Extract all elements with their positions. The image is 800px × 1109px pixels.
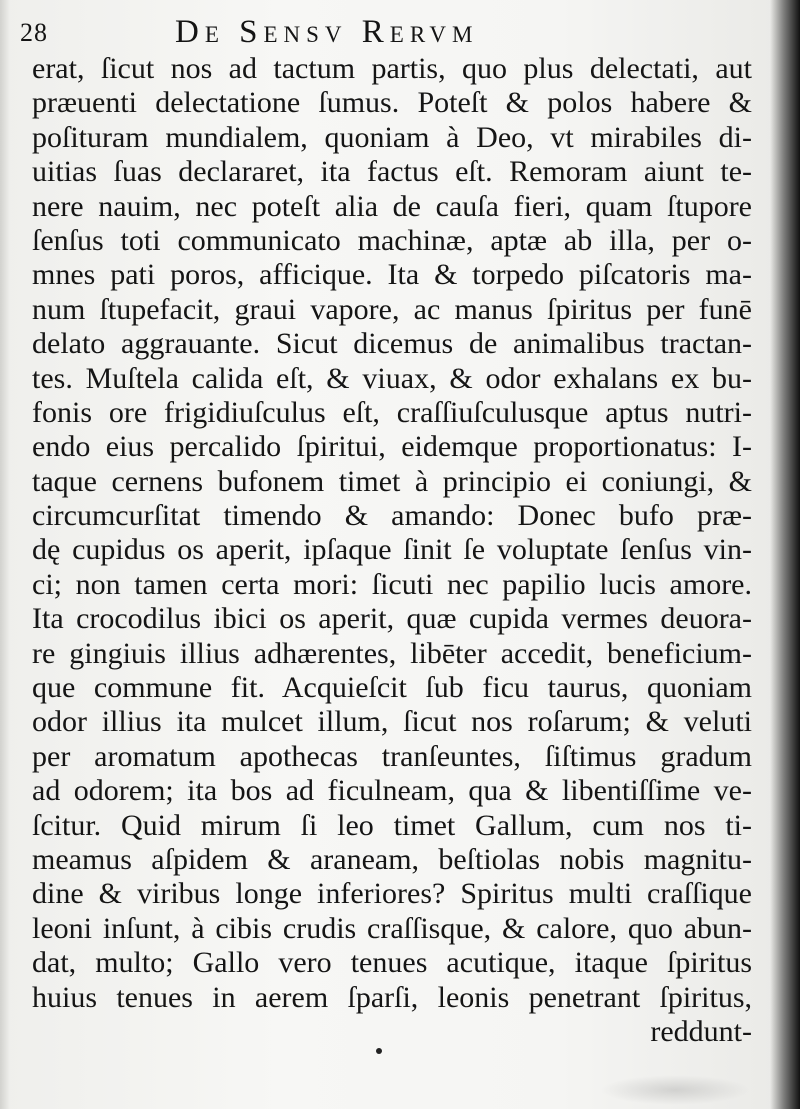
catchword: reddunt-	[650, 1014, 752, 1048]
body-text	[32, 52, 752, 1049]
text-line: ad odorem; ita bos ad ficulneam, qua & libentiſſime ve-	[32, 774, 752, 808]
text-line: mnes pati poros, afficique. Ita & torpedo piſcatoris ma-	[32, 258, 752, 292]
text-line: nere nauim, nec poteſt alia de cauſa fieri, quam ſtupore	[32, 189, 752, 223]
text-line: uitias ſuas declararet, ita factus eſt. Remoram aiunt te-	[32, 155, 752, 189]
ink-speck	[376, 1048, 382, 1054]
text-line: odor illius ita mulcet illum, ſicut nos roſarum; & veluti	[32, 705, 752, 739]
page-right-edge-shadow	[770, 0, 800, 1109]
text-line: Ita crocodilus ibici os aperit, quæ cupida vermes deuora-	[32, 602, 752, 636]
text-line: circumcurſitat timendo & amando: Donec bufo præ-	[32, 499, 752, 533]
text-line: taque cernens bufonem timet à principio ei coniungi, &	[32, 464, 752, 498]
text-line: endo eius percalido ſpiritui, eidemque proportionatus: I-	[32, 430, 752, 464]
page-number: 28	[20, 18, 48, 47]
text-line: leoni inſunt, à cibis crudis craſſisque, & calore, quo abun-	[32, 911, 752, 945]
text-line: fonis ore frigidiuſculus eſt, craſſiuſculusque aptus nutri-	[32, 395, 752, 429]
text-line: dat, multo; Gallo vero tenues acutique, itaque ſpiritus	[32, 946, 752, 980]
bleed-through-smudge	[600, 1075, 750, 1105]
text-line: præuenti delectatione ſumus. Poteſt & polos habere &	[32, 86, 752, 120]
running-head: De Sensv Rervm	[175, 14, 479, 50]
text-line: num ſtupefacit, graui vapore, ac manus ſpiritus per funē	[32, 292, 752, 326]
text-line: per aromatum apothecas tranſeuntes, ſiſtimus gradum	[32, 739, 752, 773]
text-line: ſcitur. Quid mirum ſi leo timet Gallum, cum nos ti-	[32, 808, 752, 842]
page-header	[20, 8, 740, 52]
text-line: delato aggrauante. Sicut dicemus de animalibus tractan-	[32, 327, 752, 361]
text-line: erat, ſicut nos ad tactum partis, quo plus delectati, aut	[32, 52, 752, 85]
text-line: que commune fit. Acquieſcit ſub ficu taurus, quoniam	[32, 671, 752, 705]
text-line: huius tenues in aerem ſparſi, leonis penetrant ſpiritus,	[32, 980, 752, 1014]
text-line: ſenſus toti communicato machinæ, aptæ ab illa, per o-	[32, 223, 752, 257]
page-left-edge-shadow	[0, 0, 10, 1109]
text-line: dine & viribus longe inferiores? Spiritus multi craſſique	[32, 877, 752, 911]
text-line: re gingiuis illius adhærentes, libēter accedit, beneficium-	[32, 636, 752, 670]
text-line: poſituram mundialem, quoniam à Deo, vt mirabiles di-	[32, 120, 752, 154]
text-line: dę cupidus os aperit, ipſaque ſinit ſe voluptate ſenſus vin-	[32, 533, 752, 567]
text-line: ci; non tamen certa mori: ſicuti nec papilio lucis amore.	[32, 567, 752, 601]
text-line: tes. Muſtela calida eſt, & viuax, & odor exhalans ex bu-	[32, 361, 752, 395]
text-line: meamus aſpidem & araneam, beſtiolas nobis magnitu-	[32, 842, 752, 876]
